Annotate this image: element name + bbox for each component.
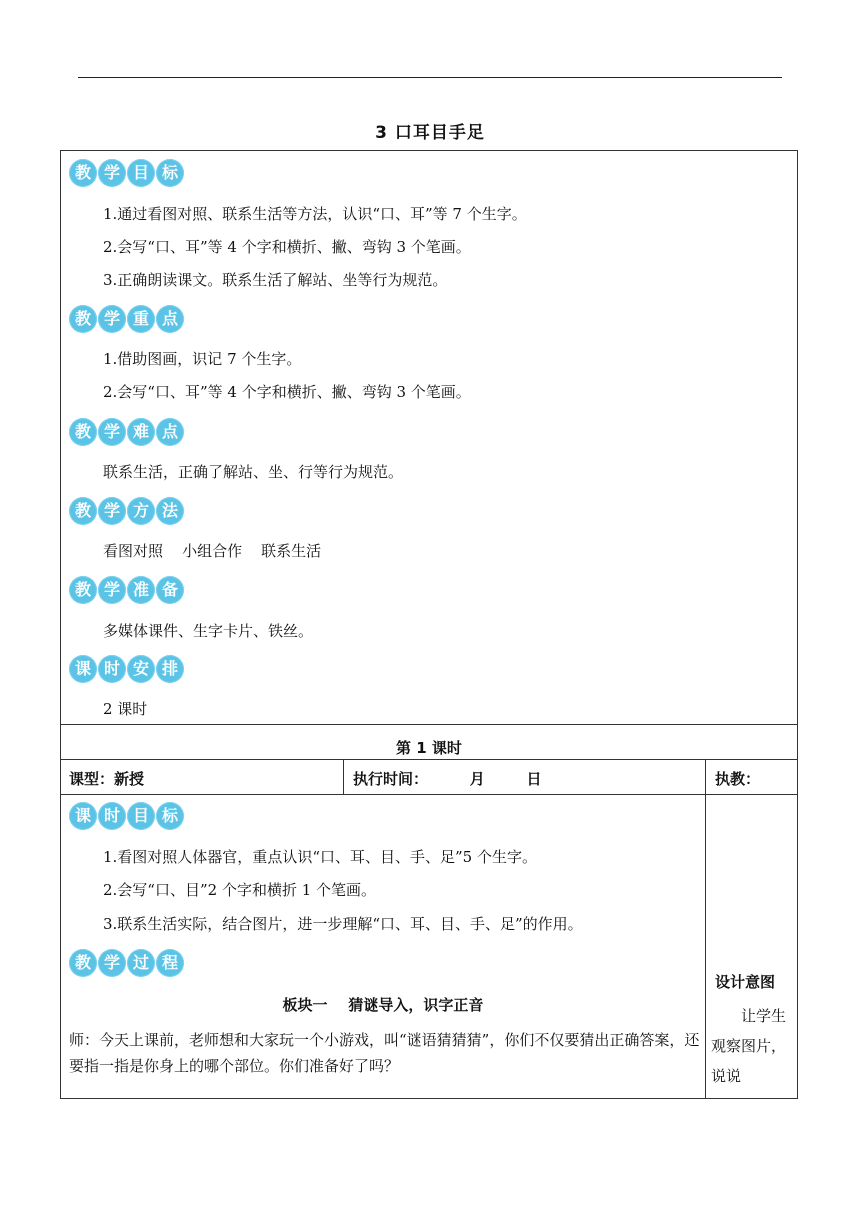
badge-char: 程 bbox=[156, 949, 184, 977]
badge-methods bbox=[69, 497, 184, 525]
column-divider bbox=[343, 759, 344, 794]
badge-teaching-goals bbox=[69, 159, 184, 187]
block-heading: 板块一 猜谜导入，识字正音 bbox=[282, 996, 484, 1014]
badge-char: 过 bbox=[127, 949, 155, 977]
key-point-item: 1.借助图画，识记 7 个生字。 bbox=[103, 350, 302, 368]
badge-char: 教 bbox=[69, 576, 97, 604]
header-rule bbox=[78, 77, 782, 78]
badge-char: 学 bbox=[98, 159, 126, 187]
badge-char: 学 bbox=[98, 305, 126, 333]
teacher-dialogue: 师：今天上课前，老师想和大家玩一个小游戏，叫“谜语猜猜猜”，你们不仅要猜出正确答案，还要指一指是你身上的哪个部位。你们准备好了吗？ bbox=[69, 1031, 700, 1075]
badge-char: 学 bbox=[98, 497, 126, 525]
lesson-goal-item: 1.看图对照人体器官，重点认识“口、耳、目、手、足”5 个生字。 bbox=[103, 848, 537, 866]
goal-item: 2.会写“口、耳”等 4 个字和横折、撇、弯钩 3 个笔画。 bbox=[103, 238, 471, 256]
badge-char: 难 bbox=[127, 418, 155, 446]
goal-item: 1.通过看图对照、联系生活等方法，认识“口、耳”等 7 个生字。 bbox=[103, 205, 527, 223]
badge-difficulties bbox=[69, 418, 184, 446]
design-intent-text: 让学生观察图片，说说 bbox=[711, 1007, 787, 1085]
badge-char: 安 bbox=[127, 655, 155, 683]
session-title: 第 1 课时 bbox=[396, 739, 462, 757]
page-title: 3 口耳目手足 bbox=[375, 123, 485, 143]
schedule-text: 2 课时 bbox=[103, 700, 148, 718]
badge-char: 课 bbox=[69, 655, 97, 683]
badge-char: 时 bbox=[98, 802, 126, 830]
badge-char: 学 bbox=[98, 418, 126, 446]
preparation-text: 多媒体课件、生字卡片、铁丝。 bbox=[103, 622, 314, 640]
key-point-item: 2.会写“口、耳”等 4 个字和横折、撇、弯钩 3 个笔画。 bbox=[103, 383, 471, 401]
methods-text: 看图对照 小组合作 联系生活 bbox=[103, 542, 322, 560]
badge-char: 教 bbox=[69, 418, 97, 446]
lesson-goal-item: 2.会写“口、目”2 个字和横折 1 个笔画。 bbox=[103, 881, 377, 899]
badge-char: 教 bbox=[69, 159, 97, 187]
course-type: 课型：新授 bbox=[69, 770, 145, 788]
badge-lesson-goals bbox=[69, 802, 184, 830]
execution-time: 执行时间： 月 日 bbox=[353, 770, 542, 788]
design-intent-title: 设计意图 bbox=[715, 973, 776, 991]
badge-key-points bbox=[69, 305, 184, 333]
badge-char: 准 bbox=[127, 576, 155, 604]
row-divider bbox=[61, 794, 797, 795]
badge-preparation bbox=[69, 576, 184, 604]
badge-char: 教 bbox=[69, 497, 97, 525]
badge-char: 重 bbox=[127, 305, 155, 333]
row-divider bbox=[61, 724, 797, 725]
badge-char: 标 bbox=[156, 159, 184, 187]
badge-char: 备 bbox=[156, 576, 184, 604]
badge-char: 法 bbox=[156, 497, 184, 525]
badge-char: 点 bbox=[156, 305, 184, 333]
goal-item: 3.正确朗读课文。联系生活了解站、坐等行为规范。 bbox=[103, 271, 448, 289]
badge-char: 排 bbox=[156, 655, 184, 683]
lesson-goal-item: 3.联系生活实际，结合图片，进一步理解“口、耳、目、手、足”的作用。 bbox=[103, 915, 583, 933]
badge-char: 目 bbox=[127, 802, 155, 830]
badge-char: 教 bbox=[69, 305, 97, 333]
badge-char: 学 bbox=[98, 949, 126, 977]
badge-char: 目 bbox=[127, 159, 155, 187]
column-divider bbox=[705, 759, 706, 1098]
badge-char: 学 bbox=[98, 576, 126, 604]
teacher-label: 执教： bbox=[715, 770, 761, 788]
lesson-plan-table bbox=[60, 150, 798, 1099]
difficulty-text: 联系生活，正确了解站、坐、行等行为规范。 bbox=[103, 463, 404, 481]
badge-char: 点 bbox=[156, 418, 184, 446]
badge-process bbox=[69, 949, 184, 977]
badge-char: 课 bbox=[69, 802, 97, 830]
badge-char: 时 bbox=[98, 655, 126, 683]
row-divider bbox=[61, 759, 797, 760]
badge-schedule bbox=[69, 655, 184, 683]
badge-char: 标 bbox=[156, 802, 184, 830]
badge-char: 方 bbox=[127, 497, 155, 525]
badge-char: 教 bbox=[69, 949, 97, 977]
